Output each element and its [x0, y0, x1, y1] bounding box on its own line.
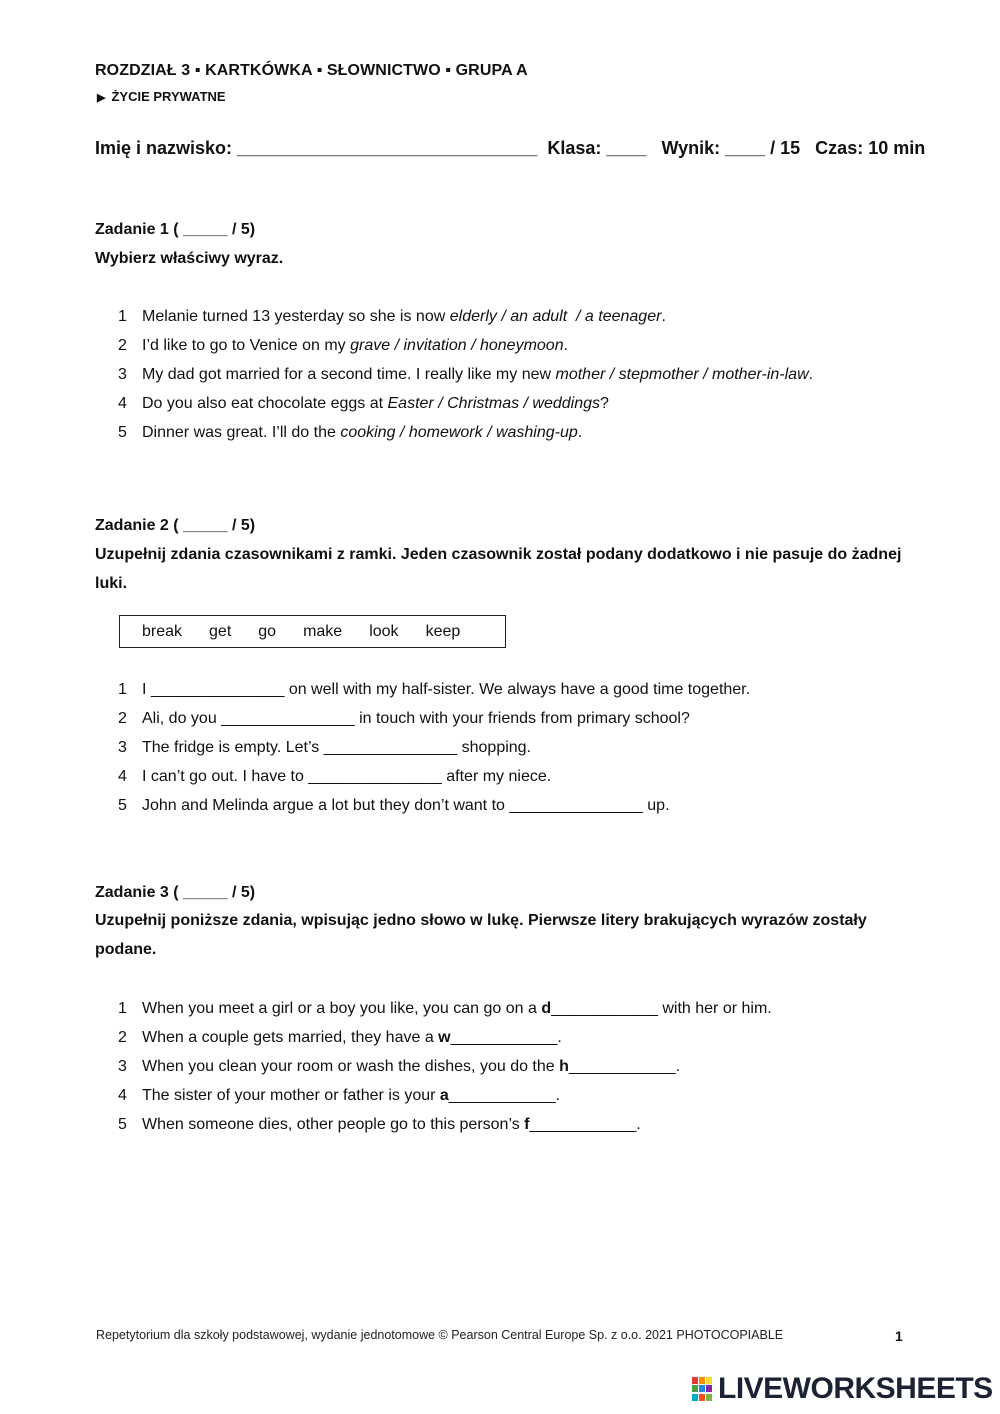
task3-instruction: Uzupełnij poniższe zdania, wpisując jedno słowo w lukę. Pierwsze litery brakujących wyrazów zostały podane.: [95, 912, 867, 958]
word-bank-item: make: [303, 623, 343, 640]
worksheet-title: ROZDZIAŁ 3 ▪ KARTKÓWKA ▪ SŁOWNICTWO ▪ GRUPA A: [95, 62, 528, 79]
logo-cell: [692, 1377, 698, 1384]
logo-cell: [699, 1377, 705, 1384]
task3-title: Zadanie 3 ( _____ / 5): [95, 884, 256, 901]
logo-grid-icon: [692, 1377, 714, 1401]
word-bank-box: [119, 615, 506, 648]
list-item: 4 Do you also eat chocolate eggs at Easter / Christmas / weddings?: [118, 395, 609, 412]
list-item[interactable]: 2 When a couple gets married, they have a w____________.: [118, 1029, 562, 1046]
task1-list: [118, 302, 813, 447]
logo-cell: [706, 1377, 712, 1384]
list-item[interactable]: 2 Ali, do you _______________ in touch with your friends from primary school?: [118, 710, 690, 727]
answer-gap[interactable]: ____________: [450, 1029, 558, 1046]
word-options[interactable]: grave / invitation / honeymoon: [350, 337, 564, 354]
answer-gap[interactable]: ____________: [448, 1087, 556, 1104]
logo-cell: [706, 1385, 712, 1392]
logo-text: LIVEWORKSHEETS: [718, 1372, 993, 1405]
word-options[interactable]: elderly / an adult / a teenager: [449, 308, 662, 325]
list-item: 2 I’d like to go to Venice on my grave / invitation / honeymoon.: [118, 337, 569, 354]
list-item[interactable]: 3 When you clean your room or wash the dishes, you do the h____________.: [118, 1058, 681, 1075]
list-item[interactable]: 1 When you meet a girl or a boy you like, you can go on a d____________ with her or him.: [118, 1000, 772, 1017]
student-info-line: Imię i nazwisko: ______________________________ Klasa: ____ Wynik: ____ / 15 Czas: 10 min: [95, 138, 926, 158]
answer-gap[interactable]: ____________: [551, 1000, 658, 1017]
subtitle-text: ŻYCIE PRYWATNE: [111, 89, 226, 104]
worksheet-subtitle: [97, 89, 226, 104]
list-item[interactable]: 4 The sister of your mother or father is your a____________.: [118, 1087, 561, 1104]
page-number: 1: [895, 1328, 903, 1344]
word-bank-item: go: [258, 623, 277, 640]
list-item[interactable]: 4 I can’t go out. I have to _______________ after my niece.: [118, 768, 552, 785]
task3-list: [118, 994, 772, 1139]
task1-title: Zadanie 1 ( _____ / 5): [95, 221, 256, 238]
task2-instruction: Uzupełnij zdania czasownikami z ramki. Jeden czasownik został podany dodatkowo i nie pasuje do żadnej luki.: [95, 546, 902, 592]
logo-cell: [692, 1385, 698, 1392]
task2-title: Zadanie 2 ( _____ / 5): [95, 517, 256, 534]
list-item: 3 My dad got married for a second time. I really like my new mother / stepmother / mother-in-law.: [118, 366, 814, 383]
logo-cell: [706, 1394, 712, 1401]
word-bank-item: break: [142, 623, 183, 640]
answer-gap[interactable]: ____________: [568, 1058, 676, 1075]
list-item[interactable]: 3 The fridge is empty. Let’s _______________ shopping.: [118, 739, 532, 756]
list-item: 5 Dinner was great. I’ll do the cooking / homework / washing-up.: [118, 424, 583, 441]
logo-cell: [692, 1394, 698, 1401]
task1-instruction: Wybierz właściwy wyraz.: [95, 250, 284, 267]
word-bank-item: get: [209, 623, 232, 640]
word-bank-item: keep: [425, 623, 461, 640]
word-bank-item: look: [369, 623, 399, 640]
list-item: 1 Melanie turned 13 yesterday so she is now elderly / an adult / a teenager.: [118, 308, 666, 325]
list-item[interactable]: 5 When someone dies, other people go to this person’s f____________.: [118, 1116, 641, 1133]
word-options[interactable]: mother / stepmother / mother-in-law: [555, 366, 809, 383]
list-item[interactable]: 1 I _______________ on well with my half-sister. We always have a good time together.: [118, 681, 751, 698]
task2-list: [118, 675, 750, 820]
copyright-footer: Repetytorium dla szkoły podstawowej, wydanie jednotomowe © Pearson Central Europe Sp. z o.o. 2021 PHOTOCOPIABLE: [96, 1328, 784, 1342]
liveworksheets-logo[interactable]: [692, 1373, 993, 1405]
answer-gap[interactable]: ____________: [529, 1116, 637, 1133]
word-options[interactable]: cooking / homework / washing-up: [340, 424, 578, 441]
logo-cell: [699, 1394, 705, 1401]
list-item[interactable]: 5 John and Melinda argue a lot but they don’t want to _______________ up.: [118, 797, 670, 814]
word-options[interactable]: Easter / Christmas / weddings: [387, 395, 601, 412]
triangle-icon: ▶: [97, 92, 106, 104]
logo-cell: [699, 1385, 705, 1392]
